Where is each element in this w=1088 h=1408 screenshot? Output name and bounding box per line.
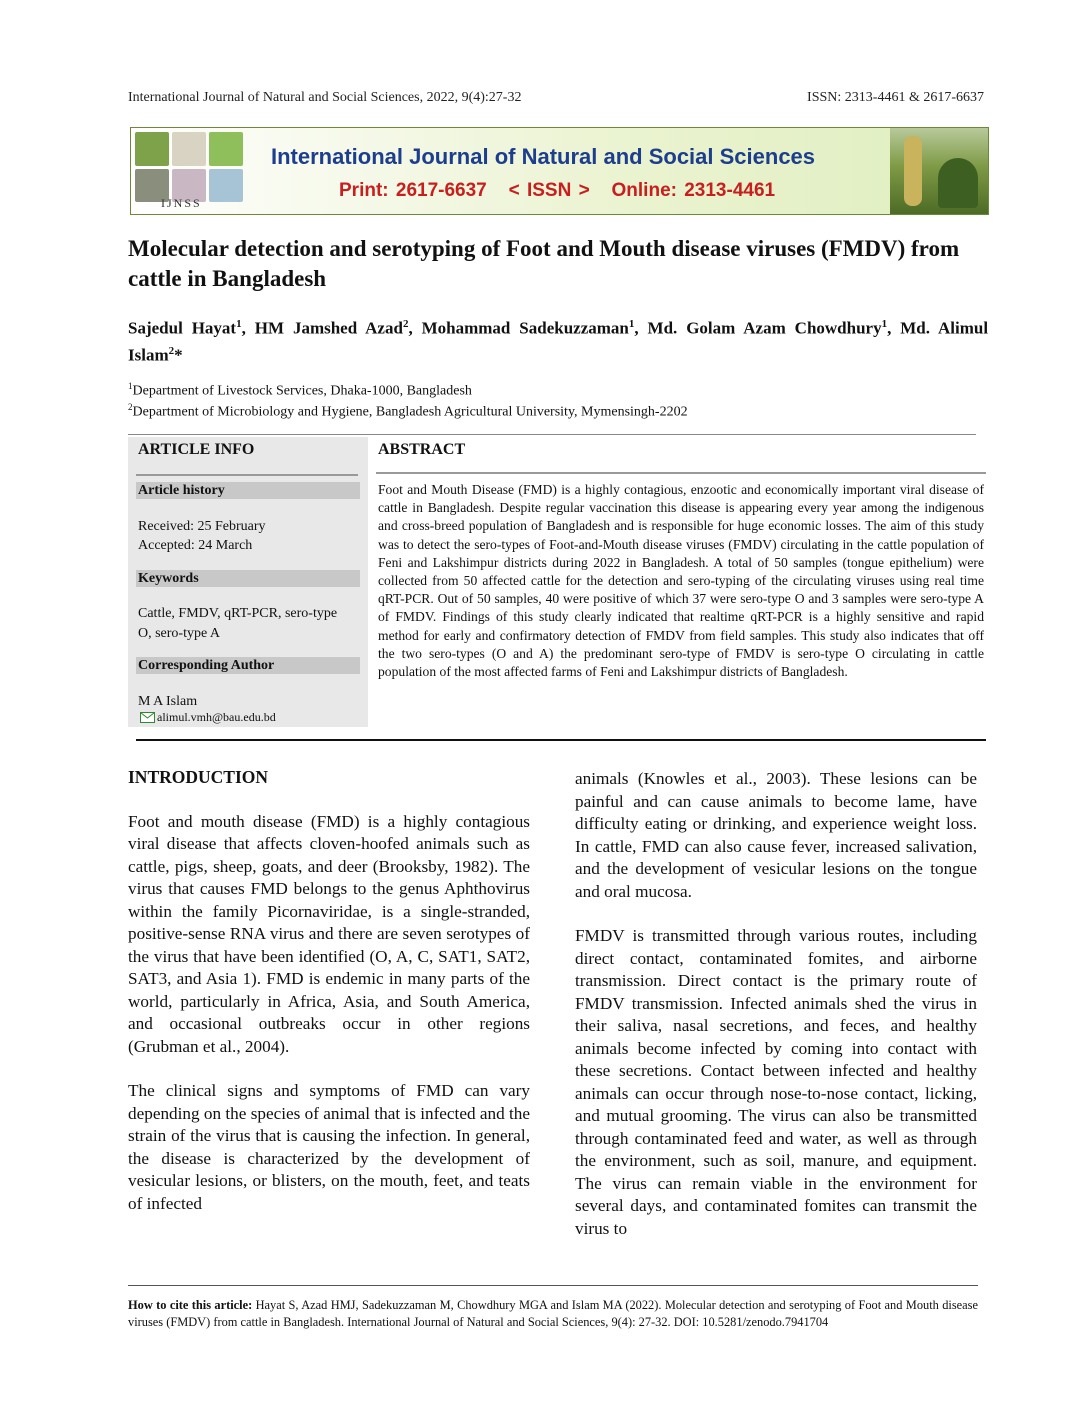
lab-photo bbox=[209, 169, 243, 203]
journal-name: International Journal of Natural and Social Sciences bbox=[271, 144, 816, 169]
corresponding-author-email[interactable] bbox=[140, 710, 276, 725]
paragraph: animals (Knowles et al., 2003). These lesions can be painful and can cause animals to become lame, have difficulty eating or drinking, and experience weight loss. In cattle, FMD can also cause fever, increased salivation, and the development of vesicular lesions on the tongue and oral mucosa. bbox=[575, 769, 977, 901]
citation-label: How to cite this article: bbox=[128, 1298, 253, 1312]
abstract-heading: ABSTRACT bbox=[378, 441, 466, 458]
footer-divider bbox=[128, 1285, 978, 1286]
article-title: Molecular detection and serotyping of Foot and Mouth disease viruses (FMDV) from cattle in Bangladesh bbox=[128, 236, 960, 291]
journal-abbreviation: IJNSS bbox=[161, 196, 202, 210]
envelope-icon bbox=[140, 712, 155, 723]
article-info-heading: ARTICLE INFO bbox=[138, 441, 255, 458]
divider bbox=[376, 472, 986, 474]
author-affiliation-mark: 1 bbox=[236, 318, 242, 330]
paragraph: The clinical signs and symptoms of FMD can vary depending on the species of animal that is infected and the strain of the virus that is causing the infection. In general, the disease is characterized by the development of vesicular lesions, or blisters, on the mouth, feet, and teats of infected bbox=[128, 1081, 530, 1213]
author-separator: , bbox=[887, 318, 901, 338]
paragraph: FMDV is transmitted through various routes, including direct contact, contaminated fomites, and airborne transmission. Direct contact is the primary route of FMDV transmission. Infected animals shed the virus in their saliva, nasal secretions, and feces, and healthy animals become infected by coming into contact with these secretions. Contact between infected and healthy animals can occur through nose-to-nose contact, licking, and mutual grooming. The virus can also be transmitted through contaminated feed and water, as well as through the environment, such as soil, manure, and equipment. The virus can remain viable in the environment for several days, and contaminated fomites can transmit the virus to bbox=[575, 926, 977, 1238]
paragraph: Foot and mouth disease (FMD) is a highly contagious viral disease that affects cloven-hoofed animals such as cattle, pigs, sheep, goats, and deer (Brooksby, 1982). The virus that causes FMD belongs to the genus Aphthovirus within the family Picornaviridae, is a single-stranded, positive-sense RNA virus and there are seven serotypes of the virus that have been identified (O, A, C, SAT1, SAT2, SAT3, and Asia 1). FMD is endemic in many parts of the world, particularly in Africa, Asia, and South America, and occasional outbreaks occur in other regions (Grubman et al., 2004). bbox=[128, 811, 530, 1056]
author-separator: * bbox=[174, 345, 183, 365]
crop-photo bbox=[890, 128, 988, 214]
author-affiliation-mark: 2 bbox=[168, 344, 175, 357]
received-date: Received: 25 February bbox=[138, 519, 266, 534]
author-name: Mohammad Sadekuzzaman bbox=[421, 318, 629, 338]
email-link[interactable]: alimul.vmh@bau.edu.bd bbox=[157, 710, 276, 724]
author-name: HM Jamshed Azad bbox=[254, 318, 403, 338]
keywords-label: Keywords bbox=[136, 570, 360, 587]
affiliation-1: $^1$Department of Livestock Services, Dhaka-1000, Bangladesh bbox=[128, 381, 472, 399]
keywords-text: Cattle, FMDV, qRT-PCR, sero-type O, sero-type A bbox=[138, 606, 338, 641]
plant-photo bbox=[135, 132, 169, 166]
affiliation-2: $^2$Department of Microbiology and Hygiene, Bangladesh Agricultural University, Mymensingh-2202 bbox=[128, 402, 688, 420]
citation-note bbox=[128, 1297, 978, 1330]
author-affiliation-mark: 1 bbox=[628, 318, 635, 330]
issn-line: Print: 2617-6637 < ISSN > Online: 2313-4461 bbox=[339, 180, 776, 201]
author-name: Md. Alimul Islam bbox=[128, 318, 989, 365]
author-separator: , bbox=[241, 318, 255, 338]
body-column-left bbox=[128, 766, 530, 1237]
author-name: Sajedul Hayat bbox=[128, 318, 237, 338]
author-separator: , bbox=[634, 318, 648, 338]
banner-photo-collage bbox=[135, 132, 243, 202]
author-affiliation-mark: 1 bbox=[881, 318, 888, 330]
body-column-right bbox=[575, 768, 977, 1262]
accepted-date: Accepted: 24 March bbox=[138, 538, 253, 553]
divider bbox=[136, 474, 358, 476]
leaf-photo bbox=[209, 132, 243, 166]
citation-text: Hayat S, Azad HMJ, Sadekuzzaman M, Chowdhury MGA and Islam MA (2022). Molecular detection and serotyping of Foot and Mouth disease viruses (FMDV) from cattle in Bangladesh. International Journal of Natural and Social Sciences, 9(4): 27-32. DOI: 10.5281/zenodo.7941704 bbox=[128, 1298, 978, 1329]
author-separator: , bbox=[408, 318, 422, 338]
author-affiliation-mark: 2 bbox=[402, 318, 409, 330]
corresponding-author-label: Corresponding Author bbox=[136, 657, 360, 674]
running-header-left: International Journal of Natural and Social Sciences, 2022, 9(4):27-32 bbox=[128, 90, 522, 105]
corresponding-author-name: M A Islam bbox=[138, 694, 198, 709]
section-heading-introduction: INTRODUCTION bbox=[128, 767, 269, 787]
journal-banner bbox=[130, 127, 989, 215]
running-header-right: ISSN: 2313-4461 & 2617-6637 bbox=[807, 90, 984, 105]
divider bbox=[128, 434, 976, 435]
author-name: Md. Golam Azam Chowdhury bbox=[647, 318, 882, 338]
abstract-text: Foot and Mouth Disease (FMD) is a highly contagious, enzootic and economically important viral disease of cattle in Bangladesh. Despite regular vaccination this disease is appearing every year among the indigenous and cross-breed population of Bangladesh and is responsible for huge economic losses. The aim of this study was to detect the sero-types of Foot-and-Mouth disease viruses (FMDV) circulating in the cattle population of Feni and Lakshimpur districts during 2022 in Bangladesh. A total of 50 samples (tongue epithelium) were collected from 50 affected cattle for the detection and sero-typing of the circulating viruses using real time qRT-PCR. Out of 50 samples, 40 were positive of which 37 were sero-type O and 3 samples were sero-type A of FMDV. Findings of this study clearly indicated that realtime qRT-PCR is a highly sensitive and rapid method for early and confirmatory detection of FMDV from field samples. This study also indicates that off the two sero-types (O and A) the predominant sero-type of FMDV is sero-type O circulating in cattle population of the most affected farms of Feni and Lakshimpur districts of Bangladesh. bbox=[378, 482, 984, 680]
divider bbox=[136, 739, 986, 741]
article-history-label: Article history bbox=[136, 482, 360, 499]
author-list bbox=[128, 313, 988, 366]
cattle-photo bbox=[172, 132, 206, 166]
